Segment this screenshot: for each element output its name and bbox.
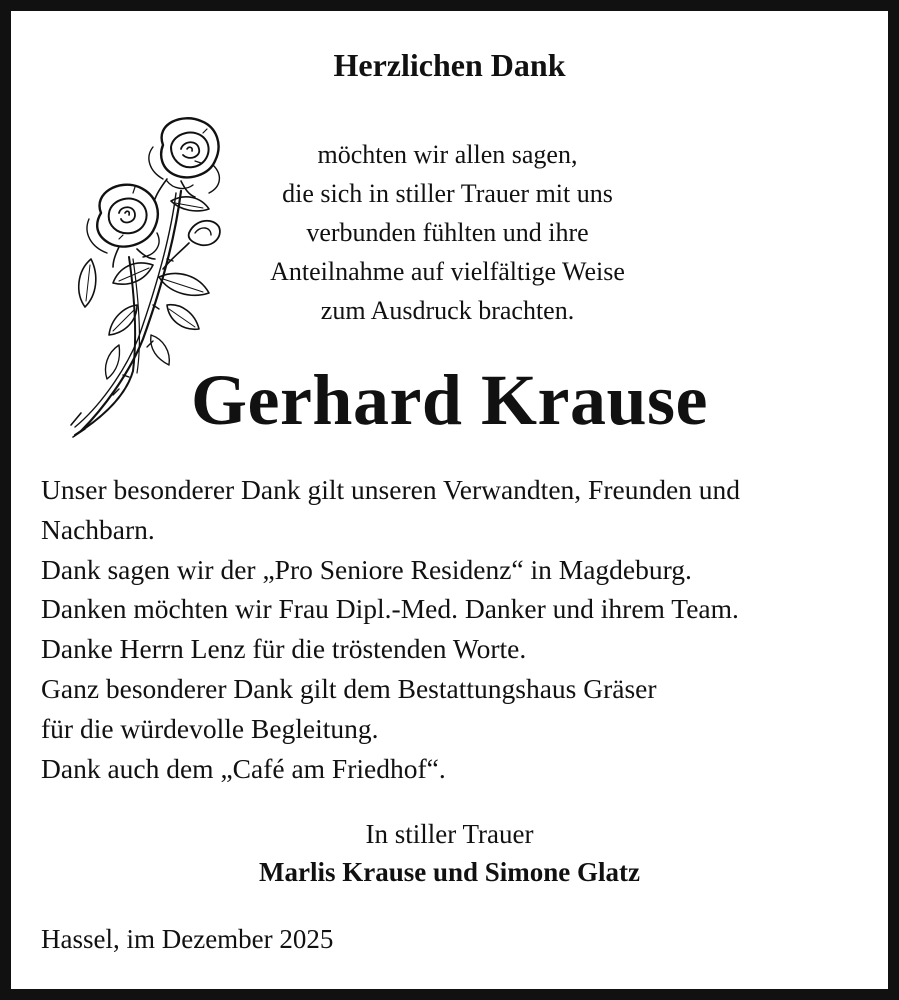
intro-line: Anteilnahme auf vielfältige Weise	[270, 257, 625, 286]
body-line: für die würdevolle Begleitung.	[41, 712, 379, 744]
intro-text	[11, 135, 888, 330]
body-line: Danken möchten wir Frau Dipl.-Med. Danker und ihrem Team.	[41, 593, 739, 625]
notice-heading: Herzlichen Dank	[333, 47, 566, 83]
body-line: Ganz besonderer Dank gilt dem Bestattungshaus Gräser	[41, 672, 657, 704]
signature-intro: In stiller Trauer	[365, 819, 534, 849]
body-line: Danke Herrn Lenz für die tröstenden Worte.	[41, 633, 527, 665]
intro-line: die sich in stiller Trauer mit uns	[282, 179, 613, 208]
signers-names: Marlis Krause und Simone Glatz	[258, 857, 640, 887]
intro-line: zum Ausdruck brachten.	[320, 296, 575, 325]
body-line: Nachbarn.	[41, 513, 155, 545]
intro-line: verbunden fühlten und ihre	[306, 218, 589, 247]
body-line: Dank auch dem „Café am Friedhof“.	[41, 752, 446, 784]
deceased-name: Gerhard Krause	[191, 360, 708, 440]
acknowledgements-text	[41, 470, 868, 788]
body-line: Unser besonderer Dank gilt unseren Verwandten, Freunden und	[41, 474, 741, 505]
intro-line: möchten wir allen sagen,	[317, 140, 578, 169]
place-date: Hassel, im Dezember 2025	[41, 924, 334, 954]
body-line: Dank sagen wir der „Pro Seniore Residenz“ in Magdeburg.	[41, 553, 692, 585]
